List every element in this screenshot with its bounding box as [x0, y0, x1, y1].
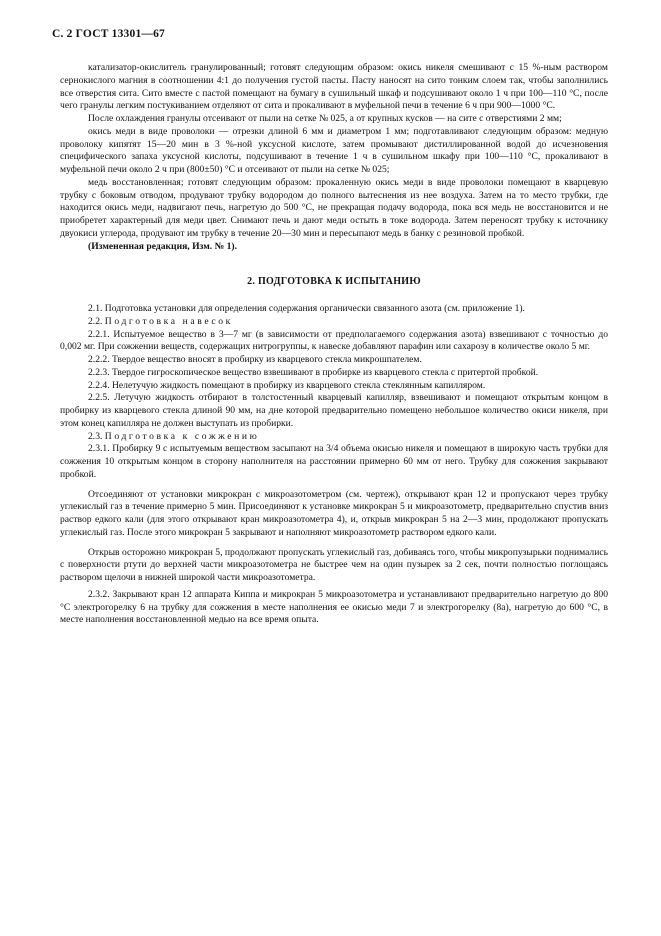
page-header: С. 2 ГОСТ 13301—67	[52, 28, 165, 40]
paragraph-cooling: После охлаждения гранулы отсеивают от пыли на сетке № 025, а от крупных кусков — на сите с отверстиями 2 мм;	[88, 113, 562, 124]
paragraph-2-2-title: Подготовка навесок	[104, 315, 233, 327]
paragraph-2-3-1: 2.3.1. Пробирку 9 с испытуемым веществом засыпают на 3/4 объема окисью никеля и помещают в широкую часть трубки для сожжения 10 открытым концом в сторону наполнителя на расстоянии примерно 60 мм от него. Трубку для сожжения закрывают пробкой.	[60, 443, 608, 480]
paragraph-2-3-heading	[60, 431, 608, 444]
paragraph-2-3-number: 2.3.	[88, 430, 103, 442]
paragraph-2-3-1-microbubbles: Открыв осторожно микрокран 5, продолжают пропускать углекислый газ, добиваясь того, чтобы микропузырьки поднимались с поверхности ртути до верхней части микроазотометра не быстрее чем на один пузырек за 2 сек, почти полностью поглощаясь раствором щелочи в нижней широкой части микроазотометра.	[60, 546, 608, 583]
section-title: 2. ПОДГОТОВКА К ИСПЫТАНИЮ	[247, 276, 421, 288]
paragraph-catalyst: катализатор-окислитель гранулированный; готовят следующим образом: окись никеля смешивают с 15 %-ным раствором сернокислого магния в соотношении 4:1 до получения густой пасты. Пасту наносят на сито тонким слоем так, чтобы заполнились все отверстия сита. Сито вместе с пастой помещают на бумагу в сушильный шкаф и подсушивают около 1 ч при 100—110 °С, после чего гранулы легким постукиванием отделяют от сита и прокаливают в муфельной печи в течение 6 ч при 900—1000 °С.	[60, 62, 608, 112]
amendment-note: (Измененная редакция, Изм. № 1).	[88, 240, 238, 252]
paragraph-copper-oxide: окись меди в виде проволоки — отрезки длиной 6 мм и диаметром 1 мм; подготавливают следующим образом: медную проволоку кипятят 15—20 мин в 3 %-ной уксусной кислоте, затем промывают дистиллированной водой до исчезновения специфического запаха уксусной кислоты, подсушивают в течение 1 ч в сушильном шкафу при 100—110 °С, прокаливают в муфельной печи около 2 ч при (800±50) °С и отсеивают от пыли на сетке № 025;	[60, 125, 608, 175]
paragraph-2-2-heading	[60, 316, 608, 329]
paragraph-2-3-2: 2.3.2. Закрывают кран 12 аппарата Киппа и микрокран 5 микроазотометра и устанавливают предварительно нагретую до 800 °С электрогорелку 6 на трубку для сожжения в месте наполнения ее окисью меди 7 и электрогорелку (8а), нагретую до 600 °С, в месте наполнения восстановленной медью на все время опыта.	[60, 588, 608, 626]
paragraph-reduced-copper: медь восстановленная; готовят следующим образом: прокаленную окись меди в виде проволоки помещают в кварцевую трубку с боковым отводом, продувают трубку водородом до полного вытеснения из нее воздуха. Затем на то место трубки, где находится окись меди, надвигают печь, нагретую до 500 °С, не прекращая подачу водорода, пока вся медь не восстановится и не приобретет характерный для меди цвет. Снимают печь и дают меди остыть в токе водорода. Затем переносят трубку к источнику двуокиси углерода, продувают им трубку в течение 20—30 мин и пересыпают медь в банку с резиновой пробкой.	[60, 176, 608, 239]
paragraph-2-2-3: 2.2.3. Твердое гигроскопическое вещество взвешивают в пробирке из кварцевого стекла с притертой пробкой.	[88, 366, 539, 378]
paragraph-2-2-2: 2.2.2. Твердое вещество вносят в пробирку из кварцевого стекла микрошпателем.	[88, 354, 422, 365]
document-body	[60, 62, 608, 627]
paragraph-2-1: 2.1. Подготовка установки для определения содержания органически связанного азота (см. приложение 1).	[88, 303, 525, 314]
paragraph-2-2-4: 2.2.4. Нелетучую жидкость помещают в пробирку из кварцевого стекла стеклянным капилляром.	[88, 379, 486, 391]
paragraph-2-2-number: 2.2.	[88, 315, 103, 327]
paragraph-2-2-1: 2.2.1. Испытуемое вещество в 3—7 мг (в зависимости от предполагаемого содержания азота) взвешивают с точностью до 0,002 мг. При сожжении веществ, содержащих нитрогруппы, к навеске добавляют парафин или сахарозу в количестве около 5 мг.	[60, 328, 608, 353]
paragraph-2-2-5: 2.2.5. Летучую жидкость отбирают в толстостенный кварцевый капилляр, взвешивают и помещают открытым концом в пробирку из кварцевого стекла длиной 90 мм, на дне которой предварительно помещено небольшое количество окиси никеля, при этом конец капилляра не должен выступать из пробирки.	[60, 392, 608, 429]
paragraph-2-3-1-disconnect: Отсоединяют от установки микрокран с микроазотометром (см. чертеж), открывают кран 12 и пропускают через трубку углекислый газ в течение примерно 5 мин. Присоединяют к установке микрокран 5 и микроазотометр, предварительно спустив вниз раствор едкого кали (для этого открывают кран микроазотометра 4), и, открыв микрокран 5 на 2—3 мин, продолжают пропускать углекислый газ. После этого микрокран 5 закрывают и наполняют микроазотометр раствором едкого кали.	[60, 488, 608, 538]
paragraph-2-3-title: Подготовка к сожжению	[104, 430, 260, 442]
